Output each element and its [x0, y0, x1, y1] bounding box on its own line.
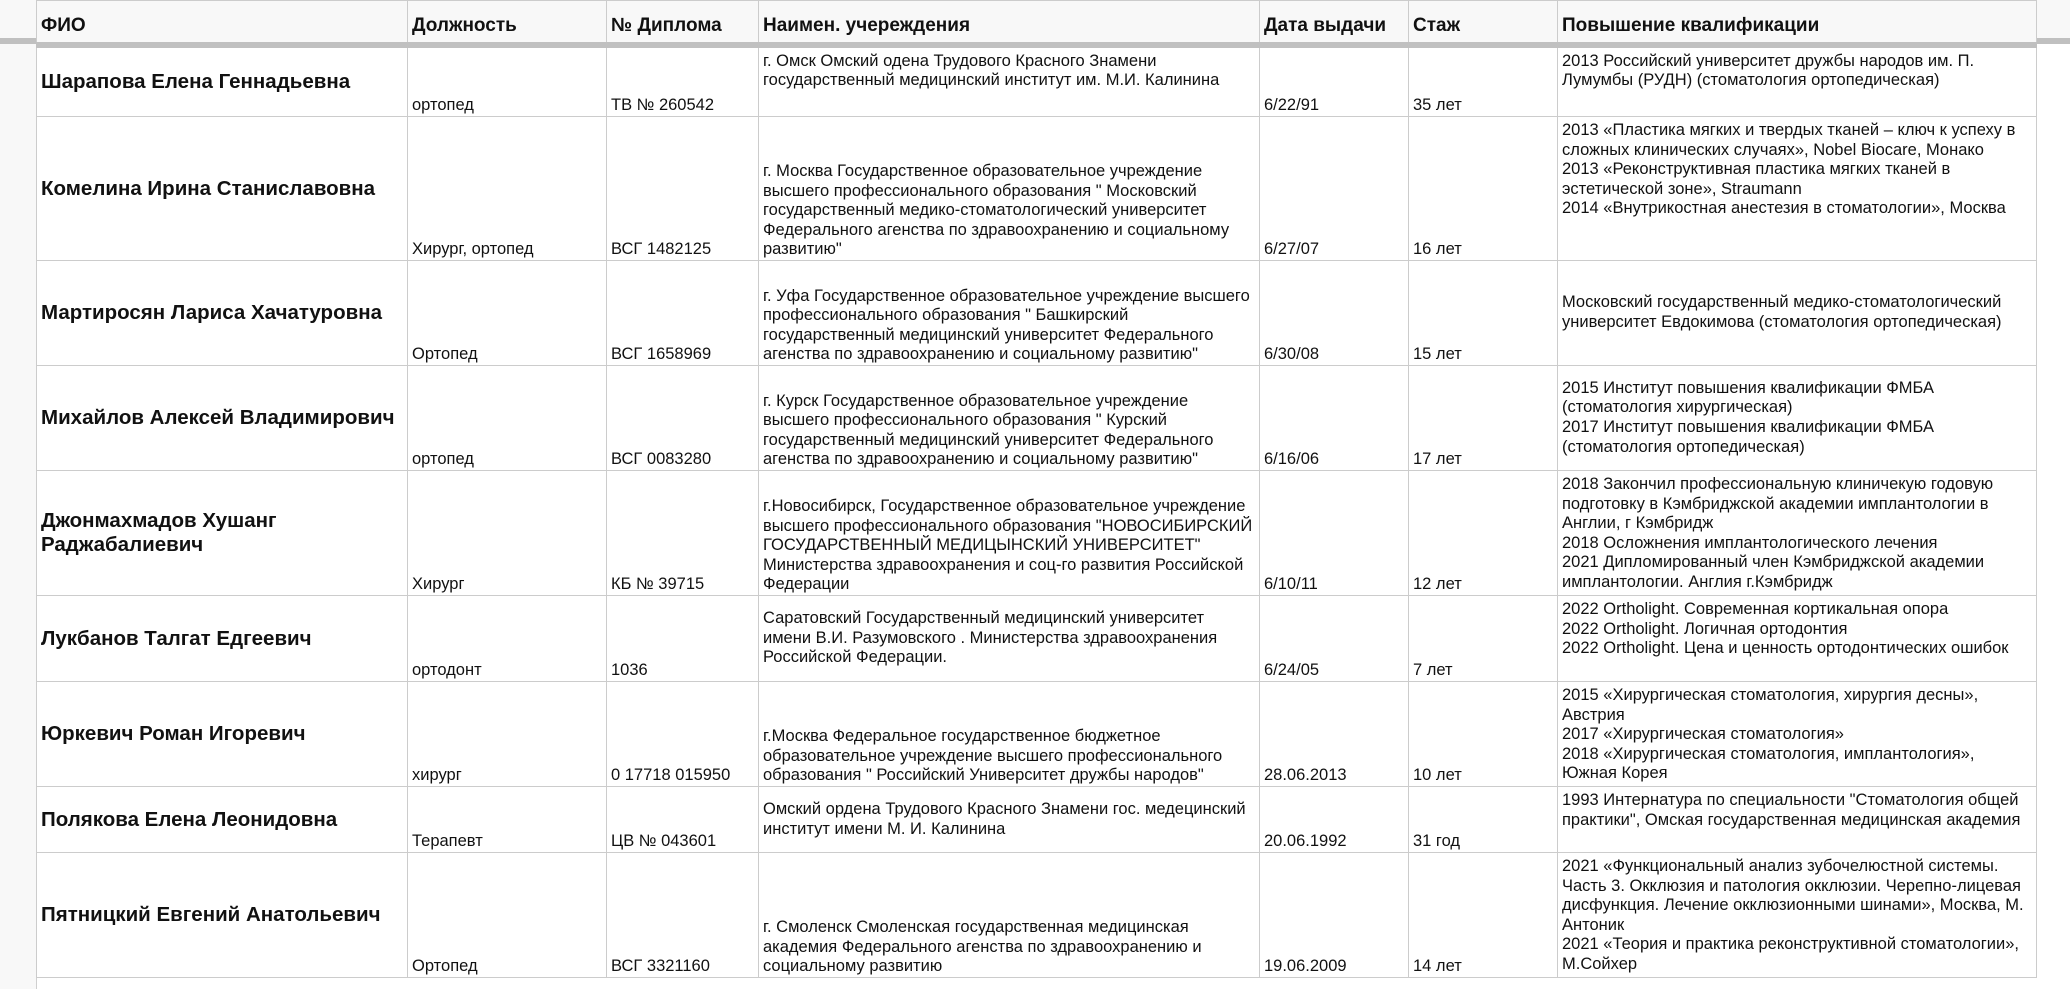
- col-header-experience[interactable]: Стаж: [1409, 1, 1558, 45]
- cell-diploma[interactable]: КБ № 39715: [607, 471, 759, 596]
- cell-diploma[interactable]: ВСГ 3321160: [607, 853, 759, 978]
- col-header-position[interactable]: Должность: [408, 1, 607, 45]
- table-row: [37, 596, 2037, 682]
- cell-position[interactable]: ортодонт: [408, 596, 607, 682]
- cell-date[interactable]: 19.06.2009: [1260, 853, 1409, 978]
- cell-diploma[interactable]: ЦВ № 043601: [607, 787, 759, 853]
- cell-date[interactable]: 6/10/11: [1260, 471, 1409, 596]
- col-header-diploma[interactable]: № Диплома: [607, 1, 759, 45]
- table-row: [37, 366, 2037, 471]
- table-row: [37, 117, 2037, 261]
- cell-institution[interactable]: Саратовский Государственный медицинский университет имени В.И. Разумовского . Министерства здравоохранения Российской Федерации.: [759, 596, 1260, 682]
- cell-training[interactable]: [1558, 261, 2037, 366]
- cell-training[interactable]: [1558, 471, 2037, 596]
- training-entry: 2015 Институт повышения квалификации ФМБА (стоматология хирургическая): [1562, 378, 1939, 417]
- cell-date[interactable]: 6/22/91: [1260, 45, 1409, 117]
- training-entry: 2013 «Реконструктивная пластика мягких тканей в эстетической зоне», Straumann: [1562, 160, 1955, 198]
- cell-training[interactable]: [1558, 853, 2037, 978]
- cell-position[interactable]: хирург: [408, 682, 607, 787]
- row-header-column[interactable]: [0, 0, 37, 989]
- cell-institution[interactable]: г.Москва Федеральное государственное бюджетное образовательное учреждение высшего профессионального образования " Российский Университет дружбы народов": [759, 682, 1260, 787]
- training-entry: 2021 «Теория и практика реконструктивной стоматологии», М.Сойхер: [1562, 935, 2024, 973]
- cell-fio[interactable]: Джонмахмадов Хушанг Раджабалиевич: [37, 471, 408, 596]
- cell-diploma[interactable]: ВСГ 1658969: [607, 261, 759, 366]
- cell-diploma[interactable]: 0 17718 015950: [607, 682, 759, 787]
- cell-institution[interactable]: г. Омск Омский одена Трудового Красного Знамени государственный медицинский институт им. М.И. Калинина: [759, 45, 1260, 117]
- cell-position[interactable]: Терапевт: [408, 787, 607, 853]
- training-entry: 2021 Дипломированный член Кэмбриджской академии имплантологии. Англия г.Кэмбридж: [1562, 553, 1989, 591]
- cell-experience[interactable]: 10 лет: [1409, 682, 1558, 787]
- cell-diploma[interactable]: ВСГ 0083280: [607, 366, 759, 471]
- cell-fio[interactable]: Мартиросян Лариса Хачатуровна: [37, 261, 408, 366]
- cell-position[interactable]: ортопед: [408, 45, 607, 117]
- training-entry: 2018 Закончил профессиональную клиничекую годовую подготовку в Кэмбриджской академии имплантологии в Англии, г Кэмбридж: [1562, 475, 1998, 533]
- cell-date[interactable]: 6/30/08: [1260, 261, 1409, 366]
- training-entry: 2022 Ortholight. Современная кортикальная опора: [1562, 600, 1949, 618]
- cell-experience[interactable]: 16 лет: [1409, 117, 1558, 261]
- cell-institution[interactable]: г. Москва Государственное образовательное учреждение высшего профессионального образования " Московский государственный медико-стоматологический университет Федерального агенства по здравоохранению и социальному развитию": [759, 117, 1260, 261]
- cell-position[interactable]: Ортопед: [408, 261, 607, 366]
- cell-experience[interactable]: 35 лет: [1409, 45, 1558, 117]
- table-row: [37, 853, 2037, 978]
- table-row: [37, 471, 2037, 596]
- cell-position[interactable]: ортопед: [408, 366, 607, 471]
- cell-position[interactable]: Хирург: [408, 471, 607, 596]
- training-entry: 2014 «Внутрикостная анестезия в стоматологии», Москва: [1562, 199, 2006, 218]
- cell-fio[interactable]: Пятницкий Евгений Анатольевич: [37, 853, 408, 978]
- training-entry: 2018 Осложнения имплантологического лечения: [1562, 533, 1938, 552]
- table-body: [37, 45, 2037, 978]
- cell-institution[interactable]: г. Курск Государственное образовательное учреждение высшего профессионального образования " Курский государственный медицинский университет Федерального агенства по здравоохранению и социальному развитию": [759, 366, 1260, 471]
- training-entry: 2013 Российский университет дружбы народов им. П. Лумумбы (РУДН) (стоматология ортопедическая): [1562, 51, 1979, 90]
- cell-date[interactable]: 28.06.2013: [1260, 682, 1409, 787]
- cell-training[interactable]: [1558, 596, 2037, 682]
- col-header-training[interactable]: Повышение квалификации: [1558, 1, 2037, 45]
- table-row: [37, 261, 2037, 366]
- cell-fio[interactable]: Михайлов Алексей Владимирович: [37, 366, 408, 471]
- header-row: [37, 1, 2037, 45]
- cell-training[interactable]: [1558, 117, 2037, 261]
- cell-date[interactable]: 6/16/06: [1260, 366, 1409, 471]
- training-entry: 1993 Интернатура по специальности "Стоматология общей практики", Омская государственная медицинская академия: [1562, 791, 2024, 829]
- training-entry: Московский государственный медико-стоматологический университет Евдокимова (стоматология ортопедическая): [1562, 293, 2006, 331]
- cell-fio[interactable]: Лукбанов Талгат Едгеевич: [37, 596, 408, 682]
- cell-experience[interactable]: 7 лет: [1409, 596, 1558, 682]
- cell-fio[interactable]: Юркевич Роман Игоревич: [37, 682, 408, 787]
- col-header-fio[interactable]: ФИО: [37, 1, 408, 45]
- table-row: [37, 787, 2037, 853]
- cell-fio[interactable]: Комелина Ирина Станиславовна: [37, 117, 408, 261]
- cell-position[interactable]: Ортопед: [408, 853, 607, 978]
- table-row: [37, 682, 2037, 787]
- training-entry: 2017 «Хирургическая стоматология»: [1562, 725, 1844, 744]
- cell-experience[interactable]: 31 год: [1409, 787, 1558, 853]
- col-header-date[interactable]: Дата выдачи: [1260, 1, 1409, 45]
- training-entry: 2015 «Хирургическая стоматология, хирургия десны», Австрия: [1562, 686, 1983, 724]
- cell-institution[interactable]: Омский ордена Трудового Красного Знамени гос. медецинский институт имени М. И. Калинина: [759, 787, 1260, 853]
- training-entry: 2018 «Хирургическая стоматология, имплантология», Южная Корея: [1562, 744, 1980, 783]
- cell-diploma[interactable]: 1036: [607, 596, 759, 682]
- cell-fio[interactable]: Полякова Елена Леонидовна: [37, 787, 408, 853]
- training-entry: 2021 «Функциональный анализ зубочелюстной системы. Часть 3. Окклюзия и патология окклюзии. Черепно-лицевая дисфункция. Лечение окклюзионными шинами», Москва, М. Антоник: [1562, 857, 2029, 934]
- training-entry: 2013 «Пластика мягких и твердых тканей – ключ к успеху в сложных клинических случаях», Nobel Biocare, Монако: [1562, 121, 2020, 159]
- cell-date[interactable]: 6/27/07: [1260, 117, 1409, 261]
- cell-diploma[interactable]: ТВ № 260542: [607, 45, 759, 117]
- cell-position[interactable]: Хирург, ортопед: [408, 117, 607, 261]
- cell-institution[interactable]: г. Уфа Государственное образовательное учреждение высшего профессионального образования " Башкирский государственный медицинский университет Федерального агенства по здравоохранению и социальному развитию": [759, 261, 1260, 366]
- staff-table: [36, 0, 2037, 978]
- cell-fio[interactable]: Шарапова Елена Геннадьевна: [37, 45, 408, 117]
- training-entry: 2022 Ortholight. Цена и ценность ортодонтических ошибок: [1562, 639, 2009, 658]
- training-entry: 2022 Ortholight. Логичная ортодонтия: [1562, 619, 1848, 638]
- cell-experience[interactable]: 14 лет: [1409, 853, 1558, 978]
- cell-date[interactable]: 20.06.1992: [1260, 787, 1409, 853]
- cell-experience[interactable]: 17 лет: [1409, 366, 1558, 471]
- cell-experience[interactable]: 12 лет: [1409, 471, 1558, 596]
- cell-institution[interactable]: г. Смоленск Смоленская государственная медицинская академия Федерального агенства по здравоохранению и социальному развитию: [759, 853, 1260, 978]
- cell-training[interactable]: [1558, 787, 2037, 853]
- col-header-institution[interactable]: Наимен. учереждения: [759, 1, 1260, 45]
- cell-training[interactable]: [1558, 682, 2037, 787]
- cell-training[interactable]: [1558, 366, 2037, 471]
- cell-institution[interactable]: г.Новосибирск, Государственное образовательное учреждение высшего профессионального образования "НОВОСИБИРСКИЙ ГОСУДАРСТВЕННЫЙ МЕДИЦЫНСКИЙ УНИВЕРСИТЕТ" Министерства здравоохранения и соц-го развития Российской Федерации: [759, 471, 1260, 596]
- training-entry: 2017 Институт повышения квалификации ФМБА (стоматология ортопедическая): [1562, 418, 1939, 456]
- cell-diploma[interactable]: ВСГ 1482125: [607, 117, 759, 261]
- cell-date[interactable]: 6/24/05: [1260, 596, 1409, 682]
- cell-training[interactable]: [1558, 45, 2037, 117]
- table-row: [37, 45, 2037, 117]
- cell-experience[interactable]: 15 лет: [1409, 261, 1558, 366]
